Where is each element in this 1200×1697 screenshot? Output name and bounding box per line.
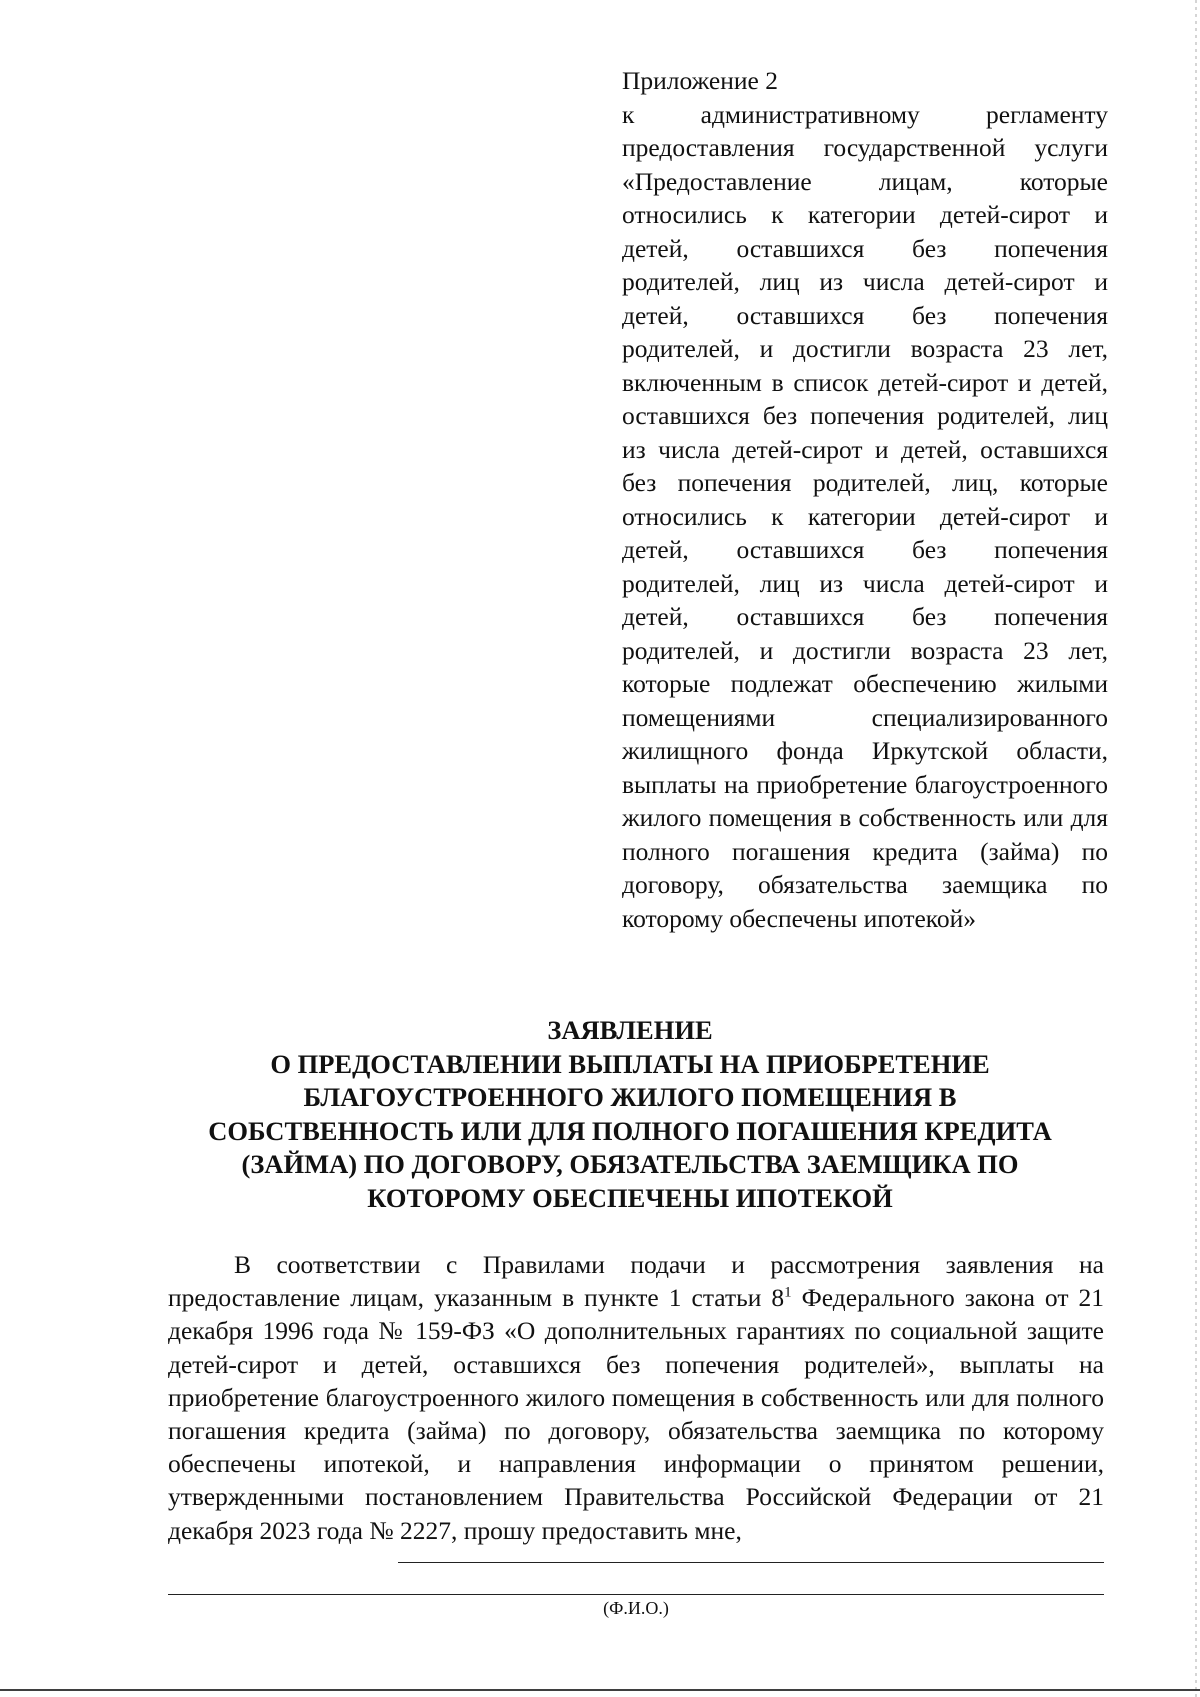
footnote-superscript: 1	[784, 1284, 792, 1301]
appendix-block	[622, 64, 1108, 935]
scan-edge-artifact	[1195, 0, 1197, 1697]
title-line: О ПРЕДОСТАВЛЕНИИ ВЫПЛАТЫ НА ПРИОБРЕТЕНИЕ	[270, 1048, 990, 1079]
appendix-body: к административному регламенту предоставления государственной услуги «Предоставление лицам, которые относились к категории детей-сирот и детей, оставшихся без попечения родителей, лиц из числа детей-сирот и детей, оставшихся без попечения родителей, и достигли возраста 23 лет, включенным в список детей-сирот и детей, оставшихся без попечения родителей, лиц из числа детей-сирот и детей, оставшихся без попечения родителей, лиц, которые относились к категории детей-сирот и детей, оставшихся без попечения родителей, лиц из числа детей-сирот и детей, оставшихся без попечения родителей, и достигли возраста 23 лет, которые подлежат обеспечению жилыми помещениями специализированного жилищного фонда Иркутской области, выплаты на приобретение благоустроенного жилого помещения в собственность или для полного погашения кредита (займа) по договору, обязательства заемщика по которому обеспечены ипотекой»	[622, 99, 1108, 933]
statement-text-part1: В соответствии с Правилами подачи и рассмотрения заявления на предоставление лицам, указанным в пункте 1 статьи 8	[168, 1250, 1104, 1313]
appendix-title: Приложение 2	[622, 66, 778, 95]
applicant-fill-line[interactable]	[398, 1562, 1104, 1563]
title-line: (ЗАЙМА) ПО ДОГОВОРУ, ОБЯЗАТЕЛЬСТВА ЗАЕМЩИКА ПО	[241, 1149, 1019, 1179]
title-line: КОТОРОМУ ОБЕСПЕЧЕНЫ ИПОТЕКОЙ	[367, 1182, 893, 1213]
full-name-caption: (Ф.И.О.)	[603, 1598, 669, 1618]
full-name-fill-line[interactable]	[168, 1594, 1104, 1595]
document-title	[160, 1014, 1100, 1215]
title-line: ЗАЯВЛЕНИЕ	[547, 1015, 713, 1045]
scan-bottom-line	[0, 1689, 1200, 1691]
title-line: БЛАГОУСТРОЕННОГО ЖИЛОГО ПОМЕЩЕНИЯ В	[303, 1082, 957, 1112]
title-line: СОБСТВЕННОСТЬ ИЛИ ДЛЯ ПОЛНОГО ПОГАШЕНИЯ КРЕДИТА	[208, 1115, 1052, 1146]
statement-text-part2: Федерального закона от 21 декабря 1996 года № 159-ФЗ «О дополнительных гарантиях по социальной защите детей-сирот и детей, оставшихся без попечения родителей», выплаты на приобретение благоустроенного жилого помещения в собственность или для полного погашения кредита (займа) по договору, обязательства заемщика по которому обеспечены ипотекой, и направления информации о принятом решении, утвержденными постановлением Правительства Российской Федерации от 21 декабря 2023 года № 2227, прошу предоставить мне,	[168, 1283, 1105, 1545]
statement-paragraph	[168, 1248, 1104, 1547]
